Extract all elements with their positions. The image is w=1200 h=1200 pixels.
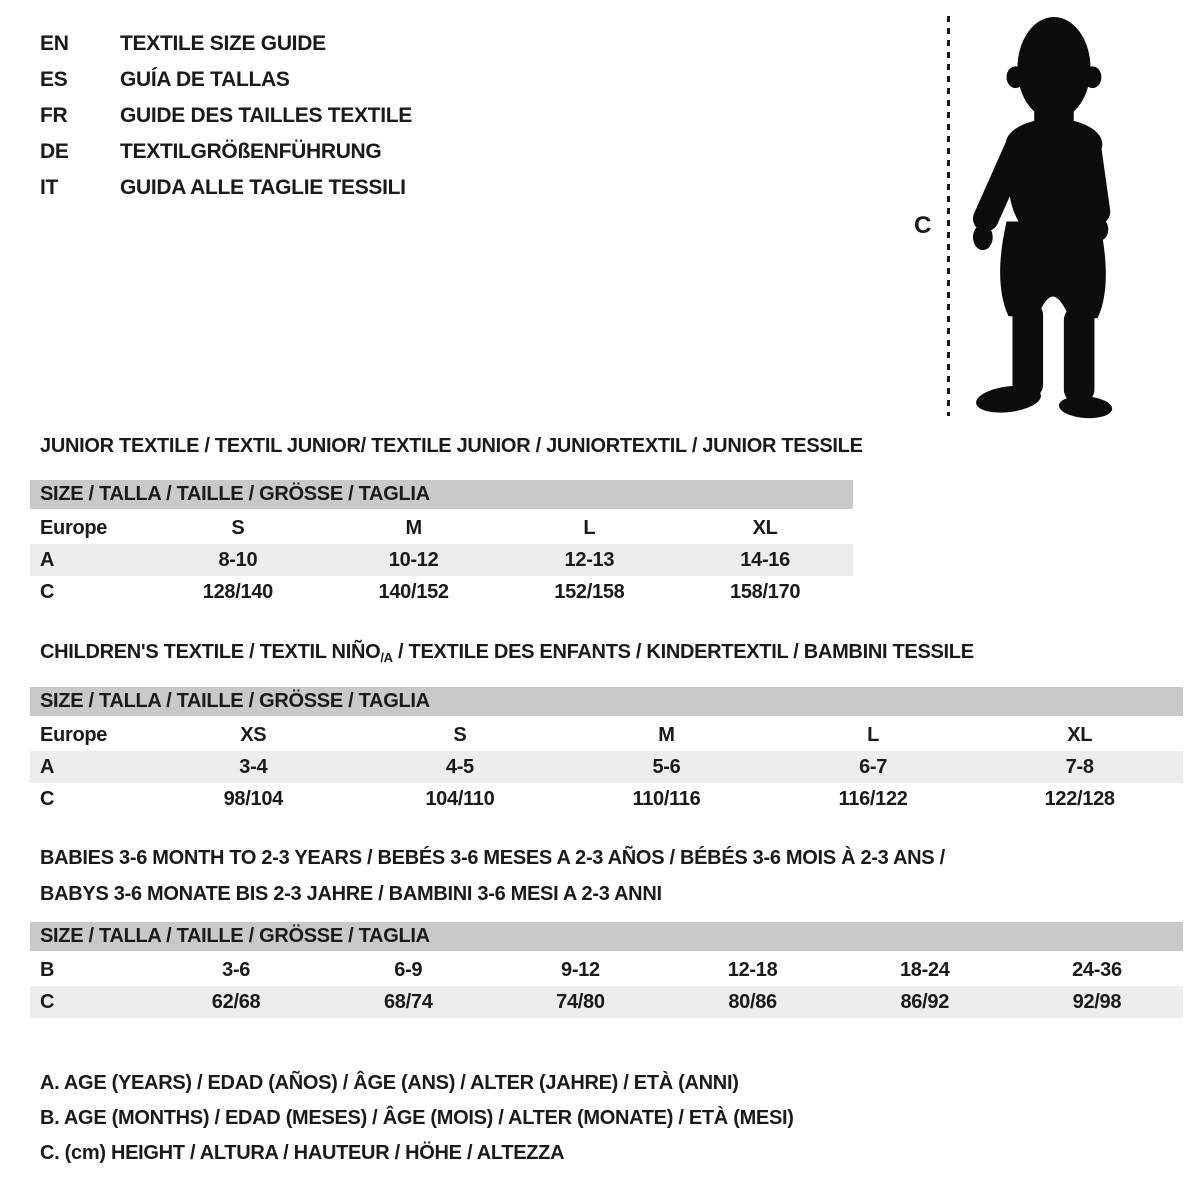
height-cell: 92/98 bbox=[1072, 991, 1122, 1013]
size-cell: L bbox=[867, 724, 880, 746]
table-row-height bbox=[30, 783, 1183, 815]
babies-section-title-line2: BABYS 3-6 MONATE BIS 2-3 JAHRE / BAMBINI 3-6 MESI A 2-3 ANNI bbox=[40, 883, 662, 905]
language-code: EN bbox=[40, 32, 69, 55]
size-cell: XL bbox=[752, 517, 778, 539]
height-cell: 74/80 bbox=[556, 991, 605, 1013]
language-row-it bbox=[40, 170, 412, 206]
age-cell: 3-4 bbox=[239, 756, 268, 778]
height-cell: 110/116 bbox=[632, 788, 701, 810]
months-cell: 6-9 bbox=[394, 959, 423, 981]
months-cell: 3-6 bbox=[222, 959, 251, 981]
age-cell: 7-8 bbox=[1065, 756, 1094, 778]
legend-line-a: A. AGE (YEARS) / EDAD (AÑOS) / ÂGE (ANS) / ALTER (JAHRE) / ETÀ (ANNI) bbox=[40, 1072, 739, 1094]
language-list bbox=[40, 26, 412, 206]
legend-line-c: C. (cm) HEIGHT / ALTURA / HAUTEUR / HÖHE / ALTEZZA bbox=[40, 1142, 565, 1164]
height-cell: 122/128 bbox=[1044, 788, 1115, 810]
size-table-header: SIZE / TALLA / TAILLE / GRÖSSE / TAGLIA bbox=[30, 922, 1183, 951]
language-code: FR bbox=[40, 104, 68, 127]
children-title-post: / TEXTILE DES ENFANTS / KINDERTEXTIL / BAMBINI TESSILE bbox=[392, 641, 974, 663]
table-row-europe bbox=[30, 719, 1183, 751]
language-title: GUÍA DE TALLAS bbox=[120, 68, 290, 91]
height-cell: 152/158 bbox=[554, 581, 625, 603]
months-cell: 12-18 bbox=[727, 959, 778, 981]
row-label: B bbox=[40, 959, 55, 981]
age-cell: 6-7 bbox=[859, 756, 888, 778]
row-label: Europe bbox=[40, 724, 108, 746]
size-cell: S bbox=[453, 724, 467, 746]
toddler-silhouette-icon bbox=[966, 14, 1136, 419]
language-code: IT bbox=[40, 176, 59, 199]
row-label: C bbox=[40, 991, 55, 1013]
language-code: DE bbox=[40, 140, 69, 163]
babies-size-table bbox=[30, 922, 1183, 1018]
language-title: TEXTILE SIZE GUIDE bbox=[120, 32, 326, 55]
language-row-es bbox=[40, 62, 412, 98]
size-table-header: SIZE / TALLA / TAILLE / GRÖSSE / TAGLIA bbox=[30, 687, 1183, 716]
size-cell: S bbox=[231, 517, 245, 539]
row-label: A bbox=[40, 549, 55, 571]
table-row-months bbox=[30, 954, 1183, 986]
size-cell: M bbox=[405, 517, 422, 539]
age-cell: 8-10 bbox=[218, 549, 258, 571]
months-cell: 18-24 bbox=[899, 959, 950, 981]
height-cell: 62/68 bbox=[211, 991, 261, 1013]
children-section-title bbox=[40, 641, 974, 665]
months-cell: 24-36 bbox=[1072, 959, 1122, 981]
language-title: GUIDE DES TAILLES TEXTILE bbox=[120, 104, 412, 127]
size-cell: XL bbox=[1067, 724, 1093, 746]
table-row-age bbox=[30, 751, 1183, 783]
height-cell: 80/86 bbox=[728, 991, 777, 1013]
row-label: C bbox=[40, 788, 55, 810]
table-row-height bbox=[30, 576, 853, 608]
height-cell: 86/92 bbox=[900, 991, 950, 1013]
children-title-pre: CHILDREN'S TEXTILE / TEXTIL NIÑO bbox=[40, 641, 381, 663]
age-cell: 4-5 bbox=[445, 756, 474, 778]
babies-section-title-line1: BABIES 3-6 MONTH TO 2-3 YEARS / BEBÉS 3-6 MESES A 2-3 AÑOS / BÉBÉS 3-6 MOIS À 2-3 ANS / bbox=[40, 847, 945, 869]
row-label: A bbox=[40, 756, 55, 778]
row-label: Europe bbox=[40, 517, 108, 539]
table-row-europe bbox=[30, 512, 853, 544]
height-measure-label: C bbox=[914, 212, 932, 239]
months-cell: 9-12 bbox=[561, 959, 600, 981]
table-row-height bbox=[30, 986, 1183, 1018]
height-cell: 128/140 bbox=[202, 581, 273, 603]
language-row-en bbox=[40, 26, 412, 62]
language-code: ES bbox=[40, 68, 68, 91]
size-cell: XS bbox=[240, 724, 267, 746]
age-cell: 5-6 bbox=[652, 756, 681, 778]
size-cell: L bbox=[583, 517, 596, 539]
height-cell: 140/152 bbox=[378, 581, 449, 603]
children-title-sub: /A bbox=[380, 650, 393, 665]
junior-section-title: JUNIOR TEXTILE / TEXTIL JUNIOR/ TEXTILE JUNIOR / JUNIORTEXTIL / JUNIOR TESSILE bbox=[40, 435, 863, 457]
age-cell: 12-13 bbox=[564, 549, 615, 571]
legend-line-b: B. AGE (MONTHS) / EDAD (MESES) / ÂGE (MOIS) / ALTER (MONATE) / ETÀ (MESI) bbox=[40, 1107, 794, 1129]
age-cell: 10-12 bbox=[388, 549, 439, 571]
age-cell: 14-16 bbox=[740, 549, 790, 571]
language-row-fr bbox=[40, 98, 412, 134]
row-label: C bbox=[40, 581, 55, 603]
language-row-de bbox=[40, 134, 412, 170]
measure-legend bbox=[40, 1066, 794, 1171]
height-cell: 116/122 bbox=[838, 788, 908, 810]
height-cell: 98/104 bbox=[223, 788, 283, 810]
children-size-table bbox=[30, 687, 1183, 815]
size-table-header: SIZE / TALLA / TAILLE / GRÖSSE / TAGLIA bbox=[30, 480, 853, 509]
size-cell: M bbox=[658, 724, 675, 746]
table-row-age bbox=[30, 544, 853, 576]
language-title: TEXTILGRÖßENFÜHRUNG bbox=[120, 140, 382, 163]
height-measure-dashed-line bbox=[947, 16, 950, 416]
height-cell: 68/74 bbox=[383, 991, 433, 1013]
height-cell: 158/170 bbox=[730, 581, 801, 603]
height-cell: 104/110 bbox=[425, 788, 495, 810]
language-title: GUIDA ALLE TAGLIE TESSILI bbox=[120, 176, 406, 199]
junior-size-table bbox=[30, 480, 853, 608]
